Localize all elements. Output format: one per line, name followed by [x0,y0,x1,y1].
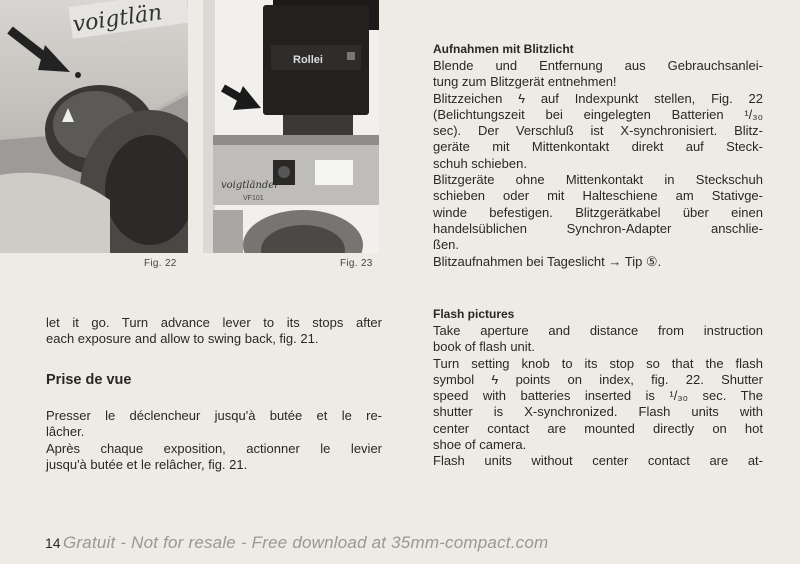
figure-23-photo [203,0,379,253]
text-line: tung zum Blitzgerät entnehmen! [433,74,617,90]
text-line: book of flash unit. [433,339,535,355]
text-line: Blitzgeräte ohne Mittenkontakt in Steckschuh [433,172,763,188]
text-line: lâcher. [46,424,85,440]
text-line: let it go. Turn advance lever to its stops after [46,315,382,330]
text-line: Take aperture and distance from instruction [433,323,763,338]
voigtlander-logo-text: voigtlän [71,0,164,38]
text-line: handelsüblichen Synchron-Adapter anschlie- [433,220,763,236]
camera-logo-text: voigtländer [221,180,279,191]
text-line: Blende und Entfernung aus Gebrauchsanlei- [433,58,763,73]
figure-22-photo [0,0,188,253]
text-line: geräte mit Mittenkontakt direkt auf Steck- [433,139,763,155]
watermark-text: Gratuit - Not for resale - Free download at 35mm-compact.com [63,533,549,552]
left-english-paragraph [46,315,382,348]
german-section-heading: Aufnahmen mit Blitzlicht [433,42,574,56]
text-line: shutter is X-synchronized. Flash units with [433,404,763,420]
right-german-paragraph [433,58,763,270]
text-line: (Belichtungszeit bei eingelegten Batterien ¹/₃₀ [433,106,763,122]
text-line: jusqu'à butée et le relâcher, fig. 21. [46,456,248,472]
text-line: center contact are mounted directly on hot [433,420,763,436]
text-line: winde befestigen. Blitzgerätkabel über einen [433,204,763,220]
text-line: Turn setting knob to its stop so that the flash [433,355,763,371]
text-line: each exposure and allow to swing back, fig. 21. [46,331,319,347]
french-section-heading: Prise de vue [46,372,132,388]
text-line: sec). Der Verschluß ist X-synchronisiert. Blitz- [433,123,763,139]
left-french-paragraph [46,408,382,473]
text-line: shoe of camera. [433,437,527,453]
right-english-paragraph [433,323,763,470]
figure-23-caption: Fig. 23 [340,258,373,269]
page-number: 14 [45,535,61,551]
text-line: ßen. [433,237,460,253]
text-line: Blitzaufnahmen bei Tageslicht → Tip ⑤. [433,253,662,269]
text-line: symbol ϟ points on index, fig. 22. Shutter [433,371,763,387]
english-section-heading: Flash pictures [433,307,515,321]
rollei-logo-text: Rollei [293,54,323,66]
text-line: Flash units without center contact are at- [433,453,763,469]
text-line: schieben oder mit Halteschiene am Stativge- [433,188,763,204]
text-line: schuh schieben. [433,155,527,171]
text-line: Presser le déclencheur jusqu'à butée et le re- [46,408,382,423]
text-line: Blitzzeichen ϟ auf Indexpunkt stellen, Fig. 22 [433,90,763,106]
camera-model-text: VF101 [243,195,264,202]
figure-22-caption: Fig. 22 [144,258,177,269]
text-line: Après chaque exposition, actionner le levier [46,440,382,456]
text-line: speed with batteries inserted is ¹/₃₀ sec. The [433,388,763,404]
